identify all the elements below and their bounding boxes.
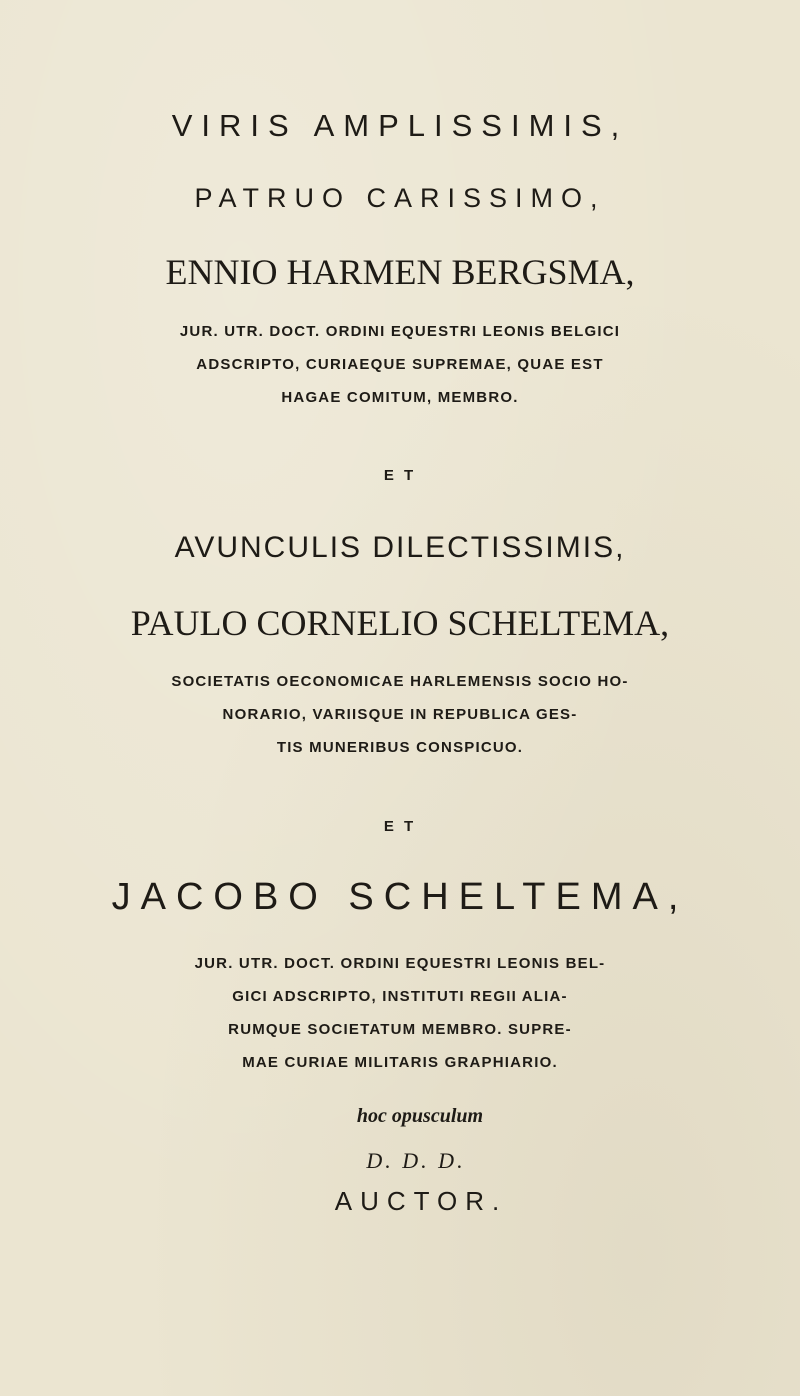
conjunction-et: E T	[383, 818, 417, 835]
heading-avunculis-dilectissimis: AVUNCULIS DILECTISSIMIS,	[174, 531, 626, 564]
recipient-name-bergsma: ENNIO HARMEN BERGSMA,	[165, 252, 635, 292]
dedication-hoc-opusculum: hoc opusculum	[356, 1105, 484, 1127]
recipient-title-line: JUR. UTR. DOCT. ORDINI EQUESTRI LEONIS BEL-	[194, 955, 606, 972]
recipient-name-paulo-cornelio: PAULO CORNELIO SCHELTEMA,	[130, 603, 670, 643]
recipient-title-line: JUR. UTR. DOCT. ORDINI EQUESTRI LEONIS BELGICI	[179, 323, 621, 340]
recipient-title-line: MAE CURIAE MILITARIS GRAPHIARIO.	[242, 1054, 558, 1071]
heading-patruo-carissimo: PATRUO CARISSIMO,	[194, 183, 606, 213]
recipient-title-line: ADSCRIPTO, CURIAEQUE SUPREMAE, QUAE EST	[196, 356, 604, 373]
recipient-title-line: TIS MUNERIBUS CONSPICUO.	[276, 739, 524, 756]
recipient-title-line: NORARIO, VARIISQUE IN REPUBLICA GES-	[222, 706, 578, 723]
recipient-title-line: HAGAE COMITUM, MEMBRO.	[281, 389, 519, 406]
conjunction-et: E T	[383, 467, 417, 484]
recipient-title-line: RUMQUE SOCIETATUM MEMBRO. SUPRE-	[228, 1021, 572, 1038]
heading-viris-amplissimis: VIRIS AMPLISSIMIS,	[171, 108, 629, 143]
dedication-ddd: D. D. D.	[366, 1148, 466, 1173]
recipient-title-line: GICI ADSCRIPTO, INSTITUTI REGII ALIA-	[232, 988, 568, 1005]
author-signature: AUCTOR.	[334, 1186, 508, 1216]
recipient-title-line: SOCIETATIS OECONOMICAE HARLEMENSIS SOCIO HO-	[171, 673, 629, 690]
recipient-name-jacobo: JACOBO SCHELTEMA,	[111, 876, 689, 918]
